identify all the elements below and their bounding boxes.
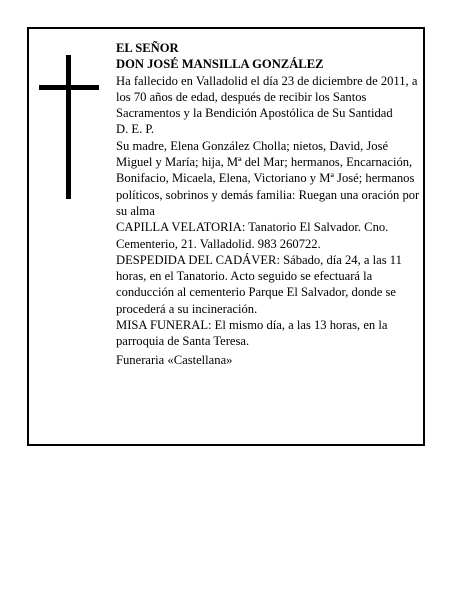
cross-vertical-bar <box>66 55 71 199</box>
title-line-1: EL SEÑOR <box>116 41 179 55</box>
funeral-home: Funeraria «Castellana» <box>116 352 233 367</box>
notice-body <box>116 40 422 368</box>
family-list: Su madre, Elena González Cholla; nietos, David, José Miguel y María; hija, Mª del Mar; hermanos, Encarnación, Bonifacio, Micaela, Elena, Victoriano y Mª José; hermanos políticos, sobrinos y demás familia: Ruegan una oración por su alma <box>116 138 420 218</box>
obituary-notice <box>27 27 425 446</box>
mass-info: MISA FUNERAL: El mismo día, a las 13 horas, en la parroquia de Santa Teresa. <box>116 318 388 349</box>
cross-horizontal-bar <box>39 85 99 90</box>
deceased-name: DON JOSÉ MANSILLA GONZÁLEZ <box>116 57 324 72</box>
dep-line: D. E. P. <box>116 122 155 137</box>
chapel-info: CAPILLA VELATORIA: Tanatorio El Salvador. Cno. Cementerio, 21. Valladolid. 983 260722. <box>116 220 389 251</box>
death-announcement: Ha fallecido en Valladolid el día 23 de diciembre de 2011, a los 70 años de edad, después de recibir los Santos Sacramentos y la Bendición Apostólica de Su Santidad <box>116 73 418 121</box>
farewell-info: DESPEDIDA DEL CADÁVER: Sábado, día 24, a las 11 horas, en el Tanatorio. Acto seguido se efectuará la conducción al cementerio Parque El Salvador, donde se procederá a su incineración. <box>116 252 402 316</box>
latin-cross-icon <box>39 55 99 199</box>
